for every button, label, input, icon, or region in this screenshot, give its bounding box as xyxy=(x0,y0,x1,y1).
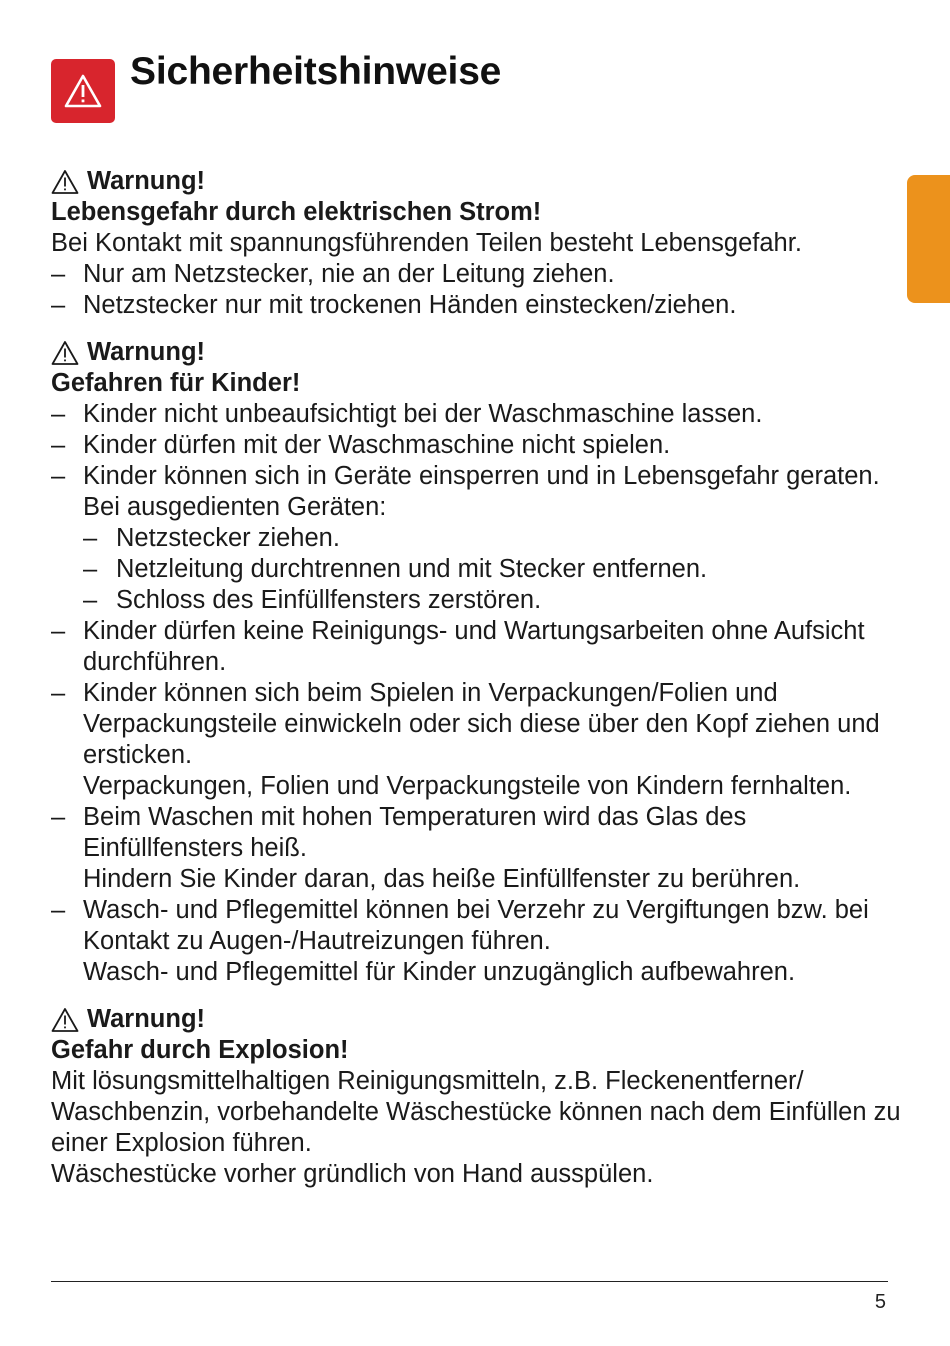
list-item xyxy=(51,616,901,678)
section-explosion xyxy=(51,1004,901,1190)
section-intro: Bei Kontakt mit spannungsführenden Teilen besteht Lebensgefahr. xyxy=(51,229,802,257)
list-item-text: Wasch- und Pflegemittel können bei Verzehr zu Vergiftungen bzw. bei Kontakt zu Augen-/Hautreizungen führen. xyxy=(83,896,869,955)
list-item: – Netzstecker nur mit trockenen Händen einstecken/ziehen. xyxy=(51,290,901,321)
section-outro: Wäschestücke vorher gründlich von Hand ausspülen. xyxy=(51,1160,654,1188)
footer-divider xyxy=(51,1281,888,1282)
warning-triangle-icon xyxy=(51,1007,79,1033)
list-item-note: Bei ausgedienten Geräten: xyxy=(83,493,387,521)
section-title: Gefahren für Kinder! xyxy=(51,369,301,397)
safety-content xyxy=(51,166,901,1206)
section-intro: Mit lösungsmittelhaltigen Reinigungsmitteln, z.B. Fleckenentferner/ Waschbenzin, vorbehandelte Wäschestücke können nach dem Einfüllen zu einer Explosion führen. xyxy=(51,1067,901,1157)
nested-bullet-list xyxy=(83,523,901,616)
nested-list-item: – Netzleitung durchtrennen und mit Stecker entfernen. xyxy=(83,554,901,585)
warning-triangle-icon xyxy=(51,169,79,195)
list-item-text: Kinder können sich beim Spielen in Verpackungen/Folien und Verpackungsteile einwickeln oder sich diese über den Kopf ziehen und ersticken. xyxy=(83,679,880,769)
warning-heading xyxy=(51,166,901,197)
list-item-text: Beim Waschen mit hohen Temperaturen wird das Glas des Einfüllfensters heiß. xyxy=(83,803,747,862)
list-item-note: Wasch- und Pflegemittel für Kinder unzugänglich aufbewahren. xyxy=(83,958,796,986)
list-item-text: Kinder dürfen mit der Waschmaschine nicht spielen. xyxy=(83,431,671,459)
section-electric xyxy=(51,166,901,321)
list-item: – Nur am Netzstecker, nie an der Leitung ziehen. xyxy=(51,259,901,290)
list-item xyxy=(51,430,901,461)
nested-list-item: – Netzstecker ziehen. xyxy=(83,523,901,554)
section-title: Gefahr durch Explosion! xyxy=(51,1036,349,1064)
warning-label: Warnung! xyxy=(87,338,206,366)
warning-badge xyxy=(51,59,115,123)
list-item xyxy=(51,895,901,988)
nested-list-item: – Schloss des Einfüllfensters zerstören. xyxy=(83,585,901,616)
warning-label: Warnung! xyxy=(87,1005,206,1033)
warning-label: Warnung! xyxy=(87,167,206,195)
bullet-list xyxy=(51,259,901,321)
list-item-note: Verpackungen, Folien und Verpackungsteile von Kindern fernhalten. xyxy=(83,772,852,800)
list-item-text: Kinder nicht unbeaufsichtigt bei der Waschmaschine lassen. xyxy=(83,400,763,428)
list-item-note: Hindern Sie Kinder daran, das heiße Einfüllfenster zu berühren. xyxy=(83,865,801,893)
page-title: Sicherheitshinweise xyxy=(130,50,502,93)
section-title: Lebensgefahr durch elektrischen Strom! xyxy=(51,198,542,226)
bullet-list xyxy=(51,399,901,988)
warning-triangle-icon xyxy=(51,340,79,366)
list-item xyxy=(51,678,901,802)
warning-triangle-icon xyxy=(63,73,103,109)
warning-heading xyxy=(51,337,901,368)
list-item xyxy=(51,802,901,895)
list-item-text: Kinder dürfen keine Reinigungs- und Wartungsarbeiten ohne Aufsicht durchführen. xyxy=(83,617,865,676)
chapter-tab xyxy=(907,175,950,303)
warning-heading xyxy=(51,1004,901,1035)
list-item xyxy=(51,461,901,616)
section-children xyxy=(51,337,901,988)
list-item xyxy=(51,399,901,430)
page-number: 5 xyxy=(874,1291,886,1313)
list-item-text: Kinder können sich in Geräte einsperren und in Lebensgefahr geraten. xyxy=(83,462,880,490)
